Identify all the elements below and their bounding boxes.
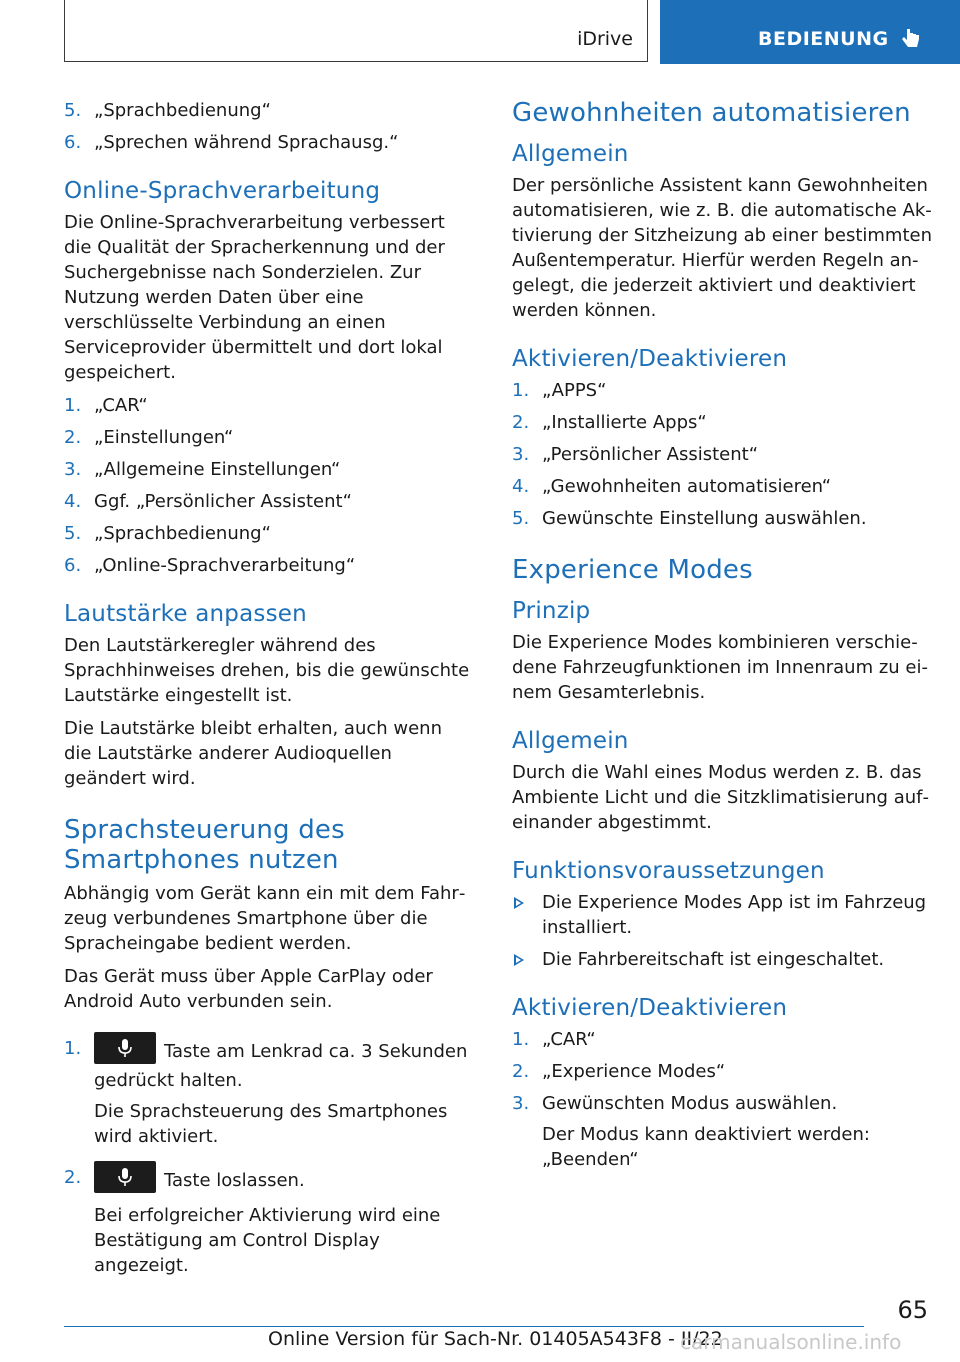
left-column [64,98,474,1286]
heading-gewohnheiten: Gewohnheiten automatisieren [512,98,911,128]
heading-allgemein-2: Allgemein [512,728,629,754]
heading-prinzip: Prinzip [512,598,591,624]
page-number: 65 [897,1296,928,1324]
heading-online-sprachverarbeitung: Online-Sprachverarbeitung [64,178,381,204]
heading-funktionsvoraussetzungen: Funktionsvoraussetzungen [512,858,825,884]
list-item: 6. „Online-Sprachverarbeitung“ [64,555,356,576]
list-requirements [512,890,932,972]
paragraph-online: Die Online-Sprachverarbeitung verbessert die Qualität der Spracherkennung und der Suchergebnisse nach Sonderzielen. Zur Nutzung werden Daten über eine verschlüsselte Verbindung an einen Serviceprovider übermittelt und dort lokal gespeichert. [64,212,445,383]
voice-button-image [94,1161,156,1193]
footer-divider [64,1326,864,1327]
triangle-bullet-icon [514,897,524,909]
list-item: 3. „Allgemeine Einstellungen“ [64,459,341,480]
heading-aktivieren-1: Aktivieren/Deaktivieren [512,346,788,372]
list-item: 1. Taste am Lenkrad ca. 3 Sekunden gedrückt halten. Die Sprachsteuerung des Smartphones wird aktiviert. [64,1036,474,1149]
voice-button-image [94,1032,156,1064]
paragraph-lautstaerke-2: Die Lautstärke bleibt erhalten, auch wenn die Lautstärke anderer Audioquellen geändert wird. [64,718,442,789]
microphone-icon [118,1038,132,1058]
list-experience-steps [512,1027,932,1172]
step-result: Die Sprachsteuerung des Smartphones wird aktiviert. [94,1101,448,1147]
watermark: carmanualsonline.info [680,1330,902,1354]
paragraph-lautstaerke-1: Den Lautstärkeregler während des Sprachhinweises drehen, bis die gewünschte Lautstärke eingestellt ist. [64,635,470,706]
list-item: Die Fahrbereitschaft ist eingeschaltet. [512,947,932,972]
heading-aktivieren-2: Aktivieren/Deaktivieren [512,995,788,1021]
paragraph-prinzip: Die Experience Modes kombinieren verschiedene Fahrzeugfunktionen im Innenraum zu einem Gesamterlebnis. [512,632,928,703]
step-result: Der Modus kann deaktiviert werden: „Beenden“ [542,1124,870,1170]
header-chapter-title: BEDIENUNG [758,28,889,50]
header-chapter-box [660,0,960,64]
paragraph-allgemein-2: Durch die Wahl eines Modus werden z. B. das Ambiente Licht und die Sitzklimatisierung aufeinander abgestimmt. [512,762,929,833]
paragraph-allgemein-1: Der persönliche Assistent kann Gewohnheiten automatisieren, wie z. B. die automatische Aktivierung der Sitzheizung ab einer bestimmten Außentemperatur. Hierfür werden Regeln angelegt, die jederzeit aktiviert und deaktiviert werden können. [512,175,933,321]
heading-smartphone: Sprachsteuerung des Smartphones nutzen [64,815,345,875]
list-item: 3. „Persönlicher Assistent“ [512,444,759,465]
list-sprachbedienung [64,98,474,155]
list-item: 2. „Experience Modes“ [512,1061,726,1082]
list-item: 2. „Einstellungen“ [64,427,234,448]
list-smartphone-steps [64,1036,474,1278]
list-item: 1. „APPS“ [512,380,607,401]
heading-lautstaerke: Lautstärke anpassen [64,601,307,627]
footer-text: Online Version für Sach-Nr. 01405A543F8 - II/22 [268,1328,723,1350]
list-item: 4. „Gewohnheiten automatisieren“ [512,476,832,497]
list-item: 1. „CAR“ [64,395,148,416]
hand-pointer-icon [898,26,924,52]
list-item: Die Experience Modes App ist im Fahrzeug installiert. [512,890,932,940]
right-column [512,98,932,1180]
list-item: 5. „Sprachbedienung“ [64,100,271,121]
list-item: 1. „CAR“ [512,1029,596,1050]
header-section-box [64,0,648,62]
list-item: 5. „Sprachbedienung“ [64,523,271,544]
heading-allgemein-1: Allgemein [512,141,629,167]
paragraph-smartphone-2: Das Gerät muss über Apple CarPlay oder Android Auto verbunden sein. [64,966,433,1012]
step-result: Bei erfolgreicher Aktivierung wird eine Bestätigung am Control Display angezeigt. [94,1205,441,1276]
triangle-bullet-icon [514,954,524,966]
paragraph-smartphone-1: Abhängig vom Gerät kann ein mit dem Fahrzeug verbundenes Smartphone über die Spracheingabe bedient werden. [64,883,466,954]
header-section-title: iDrive [577,28,633,50]
microphone-icon [118,1167,132,1187]
list-item: 2. Taste loslassen. Bei erfolgreicher Aktivierung wird eine Bestätigung am Control Display angezeigt. [64,1165,474,1278]
list-item: 4. Ggf. „Persönlicher Assistent“ [64,491,352,512]
list-item: 2. „Installierte Apps“ [512,412,707,433]
heading-experience-modes: Experience Modes [512,555,753,585]
list-item: 5. Gewünschte Einstellung auswählen. [512,508,867,529]
list-online-steps [64,393,474,578]
list-item: 3. Gewünschten Modus auswählen. Der Modus kann deaktiviert werden: „Beenden“ [512,1091,932,1172]
list-item: 6. „Sprechen während Sprachausg.“ [64,132,399,153]
list-gewohnheiten-steps [512,378,932,531]
